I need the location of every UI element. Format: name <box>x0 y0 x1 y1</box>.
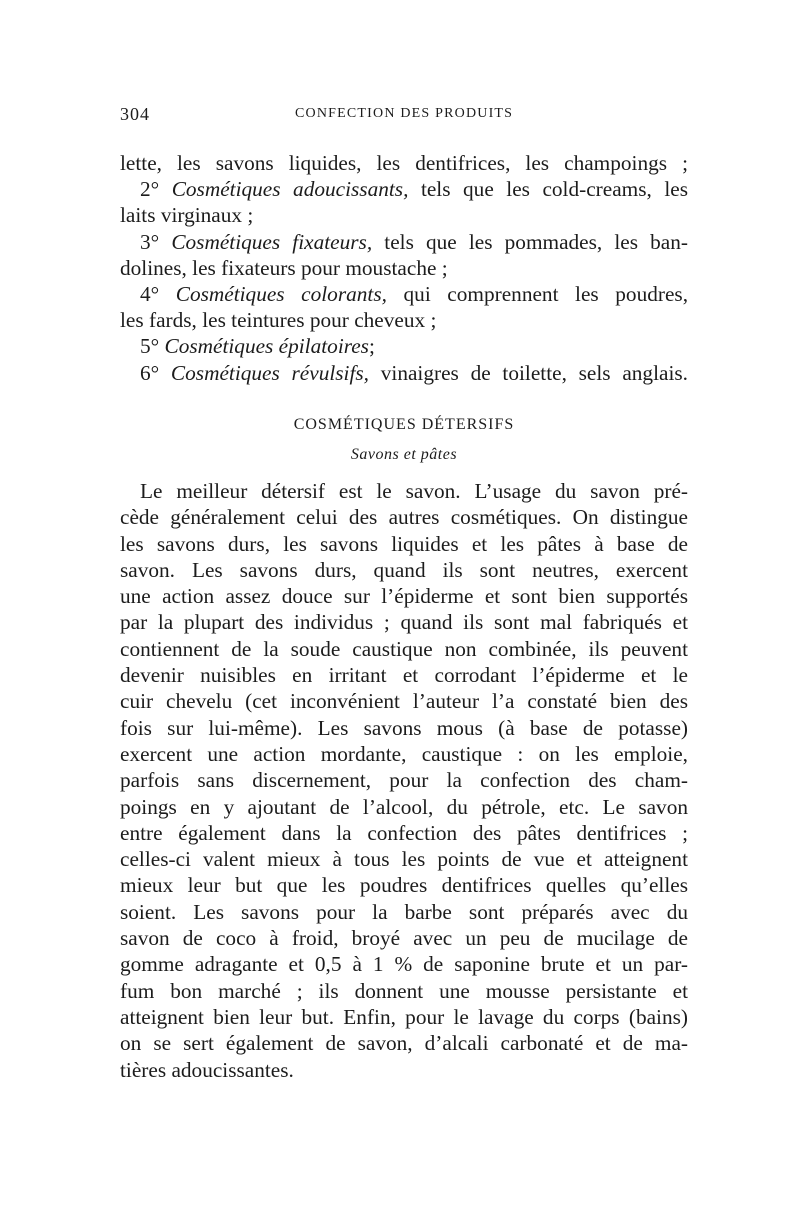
paragraph-line: parfois sans discernement, pour la confection des cham- <box>120 768 688 793</box>
paragraph-line: poings en y ajoutant de l’alcool, du pétrole, etc. Le savon <box>120 794 688 819</box>
list-item-6: 6° Cosmétiques révulsifs, vinaigres de toilette, sels anglais. <box>140 360 688 385</box>
list-item-4-cont: les fards, les teintures pour cheveux ; <box>120 308 437 333</box>
list-item-5: 5° Cosmétiques épilatoires; <box>140 334 375 359</box>
list-item-4: 4° Cosmétiques colorants, qui comprennent les poudres, <box>140 281 689 306</box>
paragraph-line: cuir chevelu (cet inconvénient l’auteur l’a constaté bien des <box>120 689 688 714</box>
list-item-2: 2° Cosmétiques adoucissants, tels que les cold-creams, les <box>140 177 688 202</box>
list-item-3: 3° Cosmétiques fixateurs, tels que les pommades, les ban- <box>140 229 688 254</box>
paragraph-line: atteignent bien leur but. Enfin, pour le lavage du corps (bains) <box>120 1004 688 1029</box>
paragraph-line: soient. Les savons pour la barbe sont préparés avec du <box>120 899 688 924</box>
paragraph-line: mieux leur but que les poudres dentifrices quelles qu’elles <box>120 873 688 898</box>
running-head <box>120 104 690 126</box>
running-title: CONFECTION DES PRODUITS <box>295 106 514 121</box>
paragraph-line: devenir nuisibles en irritant et corrodant l’épiderme et le <box>120 663 688 688</box>
section-subheading: Savons et pâtes <box>350 446 458 463</box>
paragraph-line: fum bon marché ; ils donnent une mousse persistante et <box>120 978 688 1003</box>
list-item-3-cont: dolines, les fixateurs pour moustache ; <box>120 255 448 280</box>
paragraph-line: les savons durs, les savons liquides et les pâtes à base de <box>120 531 688 556</box>
list-term: Cosmétiques adoucissants, <box>171 177 409 202</box>
paragraph-line: savon. Les savons durs, quand ils sont neutres, exercent <box>120 557 688 582</box>
list-item-2-cont: laits virginaux ; <box>120 203 254 228</box>
paragraph-line: entre également dans la confection des pâtes dentifrices ; <box>120 820 688 845</box>
paragraph-line: gomme adragante et 0,5 à 1 % de saponine brute et un par- <box>120 952 688 977</box>
list-term: Cosmétiques colorants, <box>175 281 387 306</box>
paragraph-line: exercent une action mordante, caustique : on les emploie, <box>120 741 688 766</box>
paragraph-line: fois sur lui-même). Les savons mous (à base de potasse) <box>120 715 688 740</box>
paragraph-line: cède généralement celui des autres cosmétiques. On distingue <box>120 505 688 530</box>
intro-list <box>120 150 688 386</box>
paragraph-line: celles-ci valent mieux à tous les points de vue et atteignent <box>120 847 688 872</box>
paragraph-line: savon de coco à froid, broyé avec un peu de mucilage de <box>120 926 688 951</box>
paragraph-line: une action assez douce sur l’épiderme et sont bien supportés <box>120 584 688 609</box>
list-term: Cosmétiques révulsifs, <box>170 360 370 385</box>
paragraph-line: contiennent de la soude caustique non combinée, ils peuvent <box>120 636 688 661</box>
list-term: Cosmétiques fixateurs, <box>171 229 373 254</box>
page-number: 304 <box>120 104 150 124</box>
paragraph-line: tières adoucissantes. <box>120 1057 294 1082</box>
intro-line: lette, les savons liquides, les dentifrices, les champoings ; <box>120 151 688 175</box>
section-paragraph <box>120 478 688 1083</box>
list-term: Cosmétiques épilatoires <box>164 334 369 359</box>
paragraph-line: Le meilleur détersif est le savon. L’usage du savon pré- <box>140 479 688 503</box>
paragraph-line: par la plupart des individus ; quand ils sont mal fabriqués et <box>120 610 688 635</box>
paragraph-line: on se sert également de savon, d’alcali carbonaté et de ma- <box>120 1031 688 1056</box>
section-heading: COSMÉTIQUES DÉTERSIFS <box>293 416 515 433</box>
